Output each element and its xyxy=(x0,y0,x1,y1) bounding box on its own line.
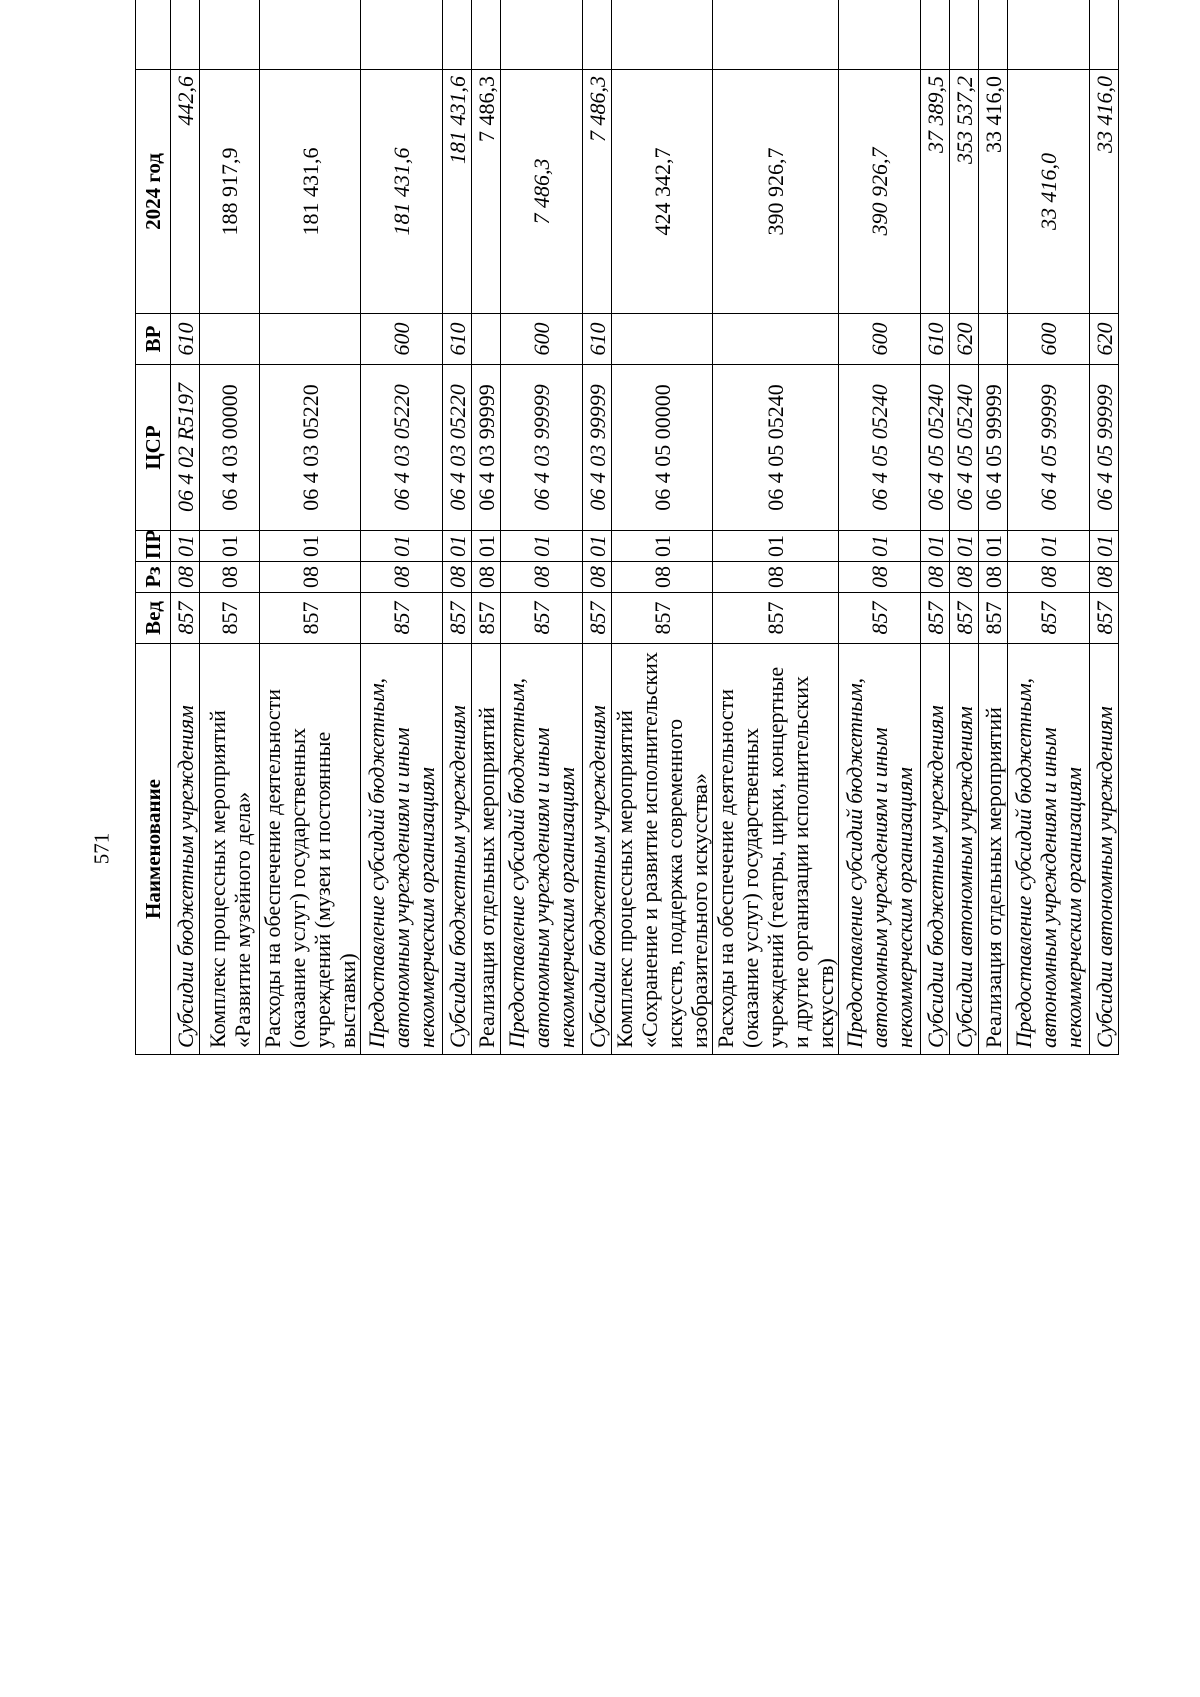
cell-2025 xyxy=(501,0,583,70)
cell-2025 xyxy=(1008,0,1090,70)
cell-2024: 181 431,6 xyxy=(260,70,361,314)
header-vr: ВР xyxy=(136,314,171,365)
cell-2024: 188 917,9 xyxy=(200,70,260,314)
cell-vr: 610 xyxy=(583,314,612,365)
cell-pr: 01 xyxy=(200,531,260,562)
cell-2024: 37 389,5 xyxy=(921,70,950,314)
cell-2025 xyxy=(713,0,839,70)
cell-ved: 857 xyxy=(583,593,612,644)
page-number: 571 xyxy=(89,832,114,865)
cell-2025 xyxy=(612,0,713,70)
cell-2024: 442,6 xyxy=(171,70,200,314)
cell-2025 xyxy=(839,0,921,70)
cell-csr: 06 4 02 R5197 xyxy=(171,365,200,531)
cell-rz: 08 xyxy=(839,562,921,593)
cell-pr: 01 xyxy=(361,531,443,562)
cell-rz: 08 xyxy=(950,562,979,593)
header-2024: 2024 год xyxy=(136,70,171,314)
cell-rz: 08 xyxy=(200,562,260,593)
cell-2024: 424 342,7 xyxy=(612,70,713,314)
cell-rz: 08 xyxy=(472,562,501,593)
cell-vr: 620 xyxy=(1090,314,1119,365)
cell-name: Расходы на обеспечение деятельности (оказание услуг) государственных учреждений (театры, цирки, концертные и другие организации исполнительских искусств) xyxy=(713,644,839,1055)
cell-pr: 01 xyxy=(1008,531,1090,562)
table-row xyxy=(1008,0,1090,1055)
header-csr: ЦСР xyxy=(136,365,171,531)
cell-2024: 353 537,2 xyxy=(950,70,979,314)
cell-2024: 7 486,3 xyxy=(583,70,612,314)
cell-2025 xyxy=(260,0,361,70)
cell-csr: 06 4 03 00000 xyxy=(200,365,260,531)
cell-csr: 06 4 05 05240 xyxy=(839,365,921,531)
cell-csr: 06 4 03 05220 xyxy=(260,365,361,531)
cell-2025 xyxy=(361,0,443,70)
cell-pr: 01 xyxy=(443,531,472,562)
cell-name: Субсидии автономным учреждениям xyxy=(1090,644,1119,1055)
cell-2025 xyxy=(583,0,612,70)
cell-ved: 857 xyxy=(612,593,713,644)
table-row xyxy=(200,0,260,1055)
header-pr: ПР xyxy=(136,531,171,562)
cell-2025 xyxy=(950,0,979,70)
cell-rz: 08 xyxy=(713,562,839,593)
table-row xyxy=(950,0,979,1055)
cell-vr: 600 xyxy=(839,314,921,365)
cell-name: Субсидии бюджетным учреждениям xyxy=(443,644,472,1055)
cell-vr: 620 xyxy=(950,314,979,365)
cell-pr: 01 xyxy=(612,531,713,562)
cell-csr: 06 4 05 05240 xyxy=(921,365,950,531)
cell-2024: 33 416,0 xyxy=(1090,70,1119,314)
header-2025 xyxy=(136,0,171,70)
cell-name: Реализация отдельных мероприятий xyxy=(472,644,501,1055)
cell-name: Предоставление субсидий бюджетным, автономным учреждениям и иным некоммерческим организациям xyxy=(361,644,443,1055)
cell-vr xyxy=(979,314,1008,365)
cell-ved: 857 xyxy=(361,593,443,644)
cell-2025 xyxy=(1090,0,1119,70)
cell-2025 xyxy=(443,0,472,70)
cell-2025 xyxy=(472,0,501,70)
cell-2024: 33 416,0 xyxy=(1008,70,1090,314)
cell-ved: 857 xyxy=(979,593,1008,644)
table-row xyxy=(839,0,921,1055)
cell-name: Реализация отдельных мероприятий xyxy=(979,644,1008,1055)
table-row xyxy=(171,0,200,1055)
budget-table-frame xyxy=(135,0,1117,1055)
table-row xyxy=(921,0,950,1055)
cell-ved: 857 xyxy=(1090,593,1119,644)
cell-name: Комплекс процессных мероприятий «Развитие музейного дела» xyxy=(200,644,260,1055)
cell-ved: 857 xyxy=(200,593,260,644)
budget-table xyxy=(135,0,1119,1055)
cell-ved: 857 xyxy=(839,593,921,644)
cell-vr xyxy=(472,314,501,365)
cell-csr: 06 4 05 00000 xyxy=(612,365,713,531)
table-header-row xyxy=(136,0,171,1055)
cell-rz: 08 xyxy=(361,562,443,593)
cell-rz: 08 xyxy=(1090,562,1119,593)
cell-ved: 857 xyxy=(921,593,950,644)
cell-csr: 06 4 05 99999 xyxy=(979,365,1008,531)
rotated-page-area xyxy=(135,76,1117,1580)
cell-csr: 06 4 03 99999 xyxy=(501,365,583,531)
cell-csr: 06 4 03 05220 xyxy=(443,365,472,531)
table-row xyxy=(472,0,501,1055)
header-name: Наименование xyxy=(136,644,171,1055)
cell-rz: 08 xyxy=(443,562,472,593)
cell-rz: 08 xyxy=(583,562,612,593)
cell-pr: 01 xyxy=(713,531,839,562)
cell-name: Субсидии бюджетным учреждениям xyxy=(171,644,200,1055)
cell-ved: 857 xyxy=(171,593,200,644)
cell-2025 xyxy=(921,0,950,70)
cell-vr xyxy=(612,314,713,365)
cell-ved: 857 xyxy=(501,593,583,644)
cell-2024: 390 926,7 xyxy=(713,70,839,314)
cell-pr: 01 xyxy=(1090,531,1119,562)
cell-ved: 857 xyxy=(950,593,979,644)
cell-name: Расходы на обеспечение деятельности (оказание услуг) государственных учреждений (музеи и постоянные выставки) xyxy=(260,644,361,1055)
cell-csr: 06 4 05 05240 xyxy=(713,365,839,531)
cell-vr xyxy=(713,314,839,365)
cell-rz: 08 xyxy=(612,562,713,593)
table-row xyxy=(612,0,713,1055)
cell-rz: 08 xyxy=(501,562,583,593)
cell-2024: 390 926,7 xyxy=(839,70,921,314)
table-row xyxy=(260,0,361,1055)
cell-2024: 181 431,6 xyxy=(361,70,443,314)
cell-vr: 610 xyxy=(921,314,950,365)
cell-vr xyxy=(200,314,260,365)
cell-rz: 08 xyxy=(171,562,200,593)
cell-csr: 06 4 03 99999 xyxy=(472,365,501,531)
cell-name: Субсидии бюджетным учреждениям xyxy=(583,644,612,1055)
cell-2024: 33 416,0 xyxy=(979,70,1008,314)
cell-2024: 181 431,6 xyxy=(443,70,472,314)
table-row xyxy=(583,0,612,1055)
cell-ved: 857 xyxy=(472,593,501,644)
header-ved: Вед xyxy=(136,593,171,644)
cell-vr xyxy=(260,314,361,365)
cell-ved: 857 xyxy=(1008,593,1090,644)
cell-2024: 7 486,3 xyxy=(501,70,583,314)
cell-pr: 01 xyxy=(583,531,612,562)
cell-ved: 857 xyxy=(260,593,361,644)
cell-vr: 600 xyxy=(1008,314,1090,365)
cell-rz: 08 xyxy=(1008,562,1090,593)
cell-pr: 01 xyxy=(950,531,979,562)
cell-2025 xyxy=(979,0,1008,70)
cell-pr: 01 xyxy=(501,531,583,562)
cell-pr: 01 xyxy=(472,531,501,562)
cell-csr: 06 4 03 99999 xyxy=(583,365,612,531)
cell-ved: 857 xyxy=(443,593,472,644)
cell-ved: 857 xyxy=(713,593,839,644)
table-row xyxy=(979,0,1008,1055)
cell-2025 xyxy=(171,0,200,70)
table-row xyxy=(1090,0,1119,1055)
table-row xyxy=(713,0,839,1055)
cell-csr: 06 4 05 99999 xyxy=(1008,365,1090,531)
cell-vr: 610 xyxy=(171,314,200,365)
cell-csr: 06 4 05 05240 xyxy=(950,365,979,531)
cell-name: Субсидии автономным учреждениям xyxy=(950,644,979,1055)
table-body xyxy=(171,0,1119,1055)
cell-csr: 06 4 05 99999 xyxy=(1090,365,1119,531)
cell-pr: 01 xyxy=(979,531,1008,562)
cell-pr: 01 xyxy=(839,531,921,562)
table-row xyxy=(443,0,472,1055)
cell-name: Предоставление субсидий бюджетным, автономным учреждениям и иным некоммерческим организациям xyxy=(501,644,583,1055)
cell-vr: 600 xyxy=(361,314,443,365)
cell-rz: 08 xyxy=(921,562,950,593)
table-row xyxy=(501,0,583,1055)
cell-pr: 01 xyxy=(260,531,361,562)
cell-rz: 08 xyxy=(979,562,1008,593)
cell-pr: 01 xyxy=(171,531,200,562)
cell-pr: 01 xyxy=(921,531,950,562)
table-row xyxy=(361,0,443,1055)
cell-csr: 06 4 03 05220 xyxy=(361,365,443,531)
cell-2025 xyxy=(200,0,260,70)
cell-name: Предоставление субсидий бюджетным, автономным учреждениям и иным некоммерческим организациям xyxy=(839,644,921,1055)
cell-name: Предоставление субсидий бюджетным, автономным учреждениям и иным некоммерческим организациям xyxy=(1008,644,1090,1055)
cell-name: Субсидии бюджетным учреждениям xyxy=(921,644,950,1055)
cell-2024: 7 486,3 xyxy=(472,70,501,314)
cell-vr: 610 xyxy=(443,314,472,365)
cell-name: Комплекс процессных мероприятий «Сохранение и развитие исполнительских искусств, поддержка современного изобразительного искусства» xyxy=(612,644,713,1055)
cell-vr: 600 xyxy=(501,314,583,365)
header-rz: Рз xyxy=(136,562,171,593)
cell-rz: 08 xyxy=(260,562,361,593)
